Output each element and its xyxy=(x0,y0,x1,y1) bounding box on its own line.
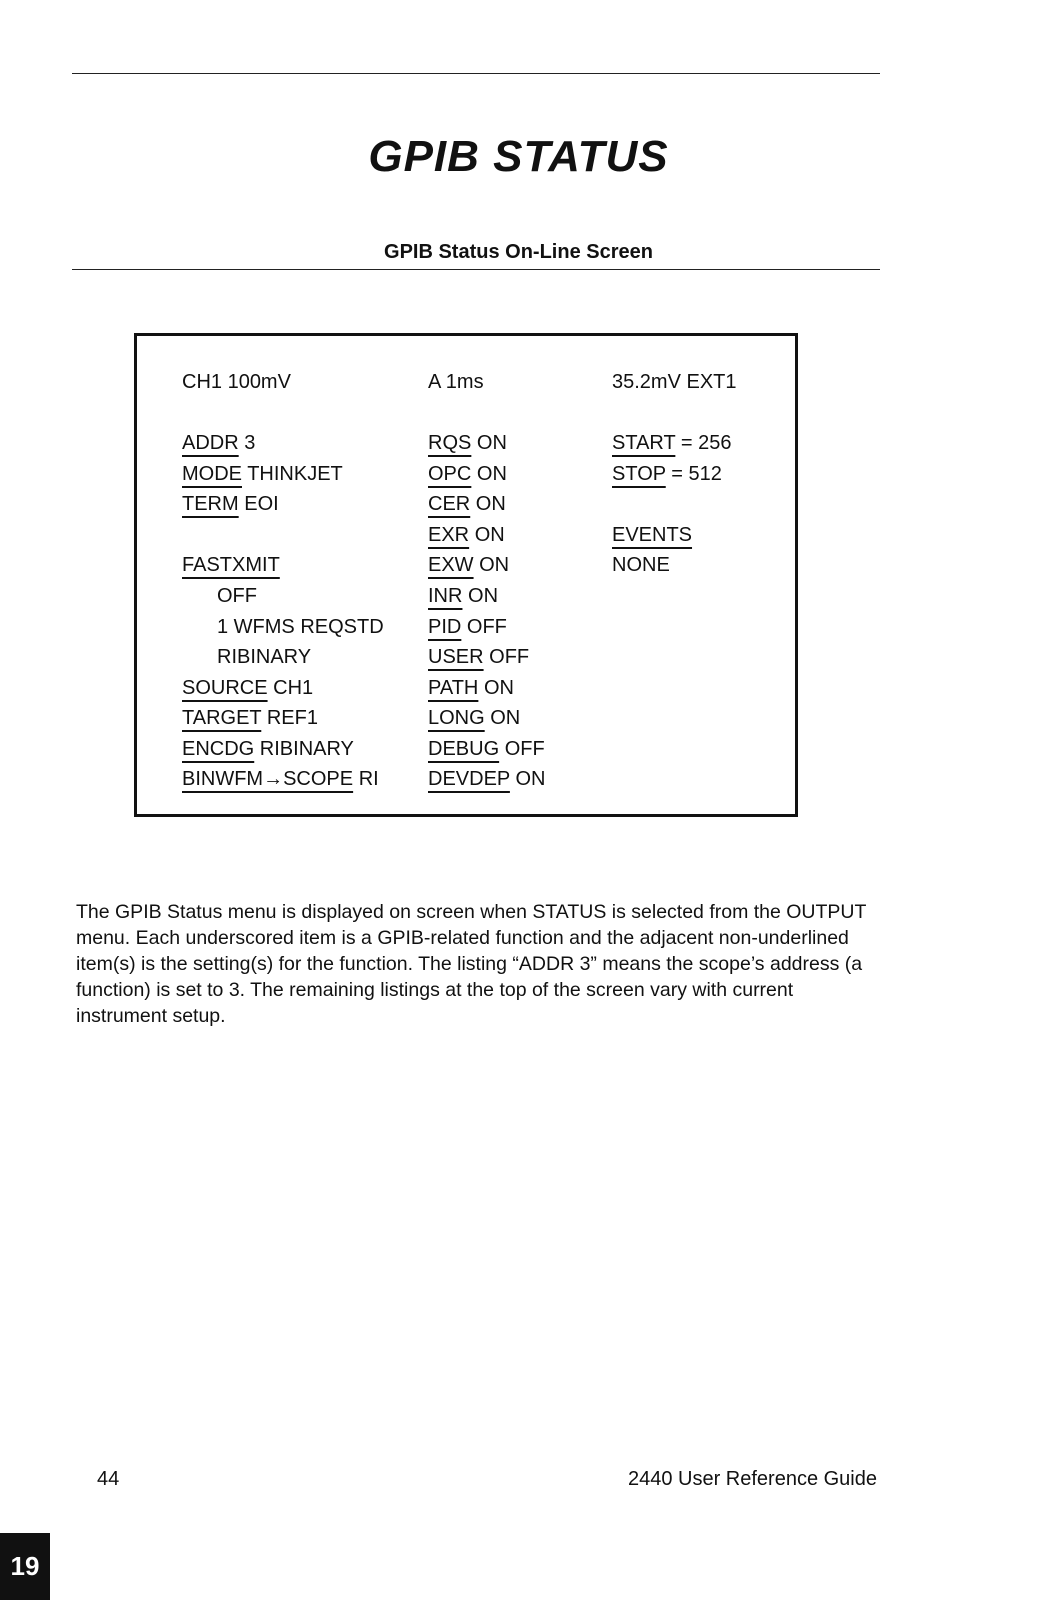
path-function: PATH xyxy=(428,677,479,699)
stop-entry xyxy=(612,462,722,486)
pid-setting: OFF xyxy=(466,616,507,638)
encdg-setting: RIBINARY xyxy=(259,738,354,760)
long-function: LONG xyxy=(428,707,485,729)
figure-caption: GPIB Status On-Line Screen xyxy=(384,241,653,263)
opc-function: OPC xyxy=(428,463,472,485)
source-setting: CH1 xyxy=(273,677,314,699)
user-entry xyxy=(428,645,529,669)
term-entry xyxy=(182,492,279,516)
exw-function: EXW xyxy=(428,554,474,576)
pid-function: PID xyxy=(428,616,462,638)
addr-setting: 3 xyxy=(244,432,256,454)
inr-entry xyxy=(428,584,498,608)
rqs-function: RQS xyxy=(428,432,472,454)
binwfm-function: BINWFM→SCOPE xyxy=(182,768,354,790)
source-entry xyxy=(182,676,313,700)
inr-setting: ON xyxy=(468,585,499,607)
body-paragraph: The GPIB Status menu is displayed on screen when STATUS is selected from the OUTPUT menu. Each underscored item is a GPIB-related function and the adjacent non-underlined item(s) is the setting(s) for the function. The listing “ADDR 3” means the scope’s address (a function) is set to 3. The remaining listings at the top of the screen vary with current instrument setup. xyxy=(76,901,867,1027)
trigger-readout: 35.2mV EXT1 xyxy=(612,371,737,393)
opc-entry xyxy=(428,462,507,486)
debug-entry xyxy=(428,737,545,761)
encdg-entry xyxy=(182,737,354,761)
path-entry xyxy=(428,676,514,700)
gpib-status-screen xyxy=(134,333,798,817)
encdg-function: ENCDG xyxy=(182,738,255,760)
target-function: TARGET xyxy=(182,707,262,729)
events-setting: NONE xyxy=(612,554,670,576)
page-title: GPIB STATUS xyxy=(368,132,669,181)
addr-function: ADDR xyxy=(182,432,239,454)
devdep-entry xyxy=(428,767,545,791)
exr-entry xyxy=(428,523,505,547)
binwfm-setting: RI xyxy=(358,768,379,790)
inr-function: INR xyxy=(428,585,463,607)
fastxmit-setting-3: RIBINARY xyxy=(217,646,312,668)
addr-entry xyxy=(182,431,255,455)
long-entry xyxy=(428,706,520,730)
fastxmit-setting-1: OFF xyxy=(217,585,257,607)
fastxmit-function: FASTXMIT xyxy=(182,554,280,576)
exw-entry xyxy=(428,553,509,577)
exr-function: EXR xyxy=(428,524,470,546)
cer-entry xyxy=(428,492,506,516)
rqs-setting: ON xyxy=(476,432,507,454)
stop-setting: = 512 xyxy=(671,463,722,485)
page-number: 44 xyxy=(97,1468,120,1490)
mode-function: MODE xyxy=(182,463,242,485)
mode-entry xyxy=(182,462,343,486)
path-setting: ON xyxy=(483,677,514,699)
term-setting: EOI xyxy=(244,493,279,515)
cer-function: CER xyxy=(428,493,471,515)
target-setting: REF1 xyxy=(266,707,318,729)
rqs-entry xyxy=(428,431,507,455)
timebase-readout: A 1ms xyxy=(428,371,484,393)
target-entry xyxy=(182,706,318,730)
exw-setting: ON xyxy=(479,554,510,576)
mode-setting: THINKJET xyxy=(247,463,343,485)
opc-setting: ON xyxy=(476,463,507,485)
channel-readout: CH1 100mV xyxy=(182,371,291,393)
start-function: START xyxy=(612,432,676,454)
binwfm-entry xyxy=(182,767,379,791)
debug-setting: OFF xyxy=(504,738,545,760)
exr-setting: ON xyxy=(474,524,505,546)
user-function: USER xyxy=(428,646,484,668)
start-entry xyxy=(612,431,732,455)
start-setting: = 256 xyxy=(680,432,732,454)
term-function: TERM xyxy=(182,493,239,515)
stop-function: STOP xyxy=(612,463,666,485)
user-setting: OFF xyxy=(489,646,530,668)
devdep-function: DEVDEP xyxy=(428,768,510,790)
top-rule xyxy=(72,73,880,74)
long-setting: ON xyxy=(490,707,521,729)
guide-title: 2440 User Reference Guide xyxy=(627,1468,877,1490)
cer-setting: ON xyxy=(475,493,506,515)
pid-entry xyxy=(428,615,507,639)
fastxmit-setting-2: 1 WFMS REQSTD xyxy=(217,616,384,638)
caption-rule xyxy=(72,269,880,270)
debug-function: DEBUG xyxy=(428,738,500,760)
devdep-setting: ON xyxy=(515,768,546,790)
events-function: EVENTS xyxy=(612,524,693,546)
source-function: SOURCE xyxy=(182,677,268,699)
section-tab: 19 xyxy=(0,1533,50,1600)
